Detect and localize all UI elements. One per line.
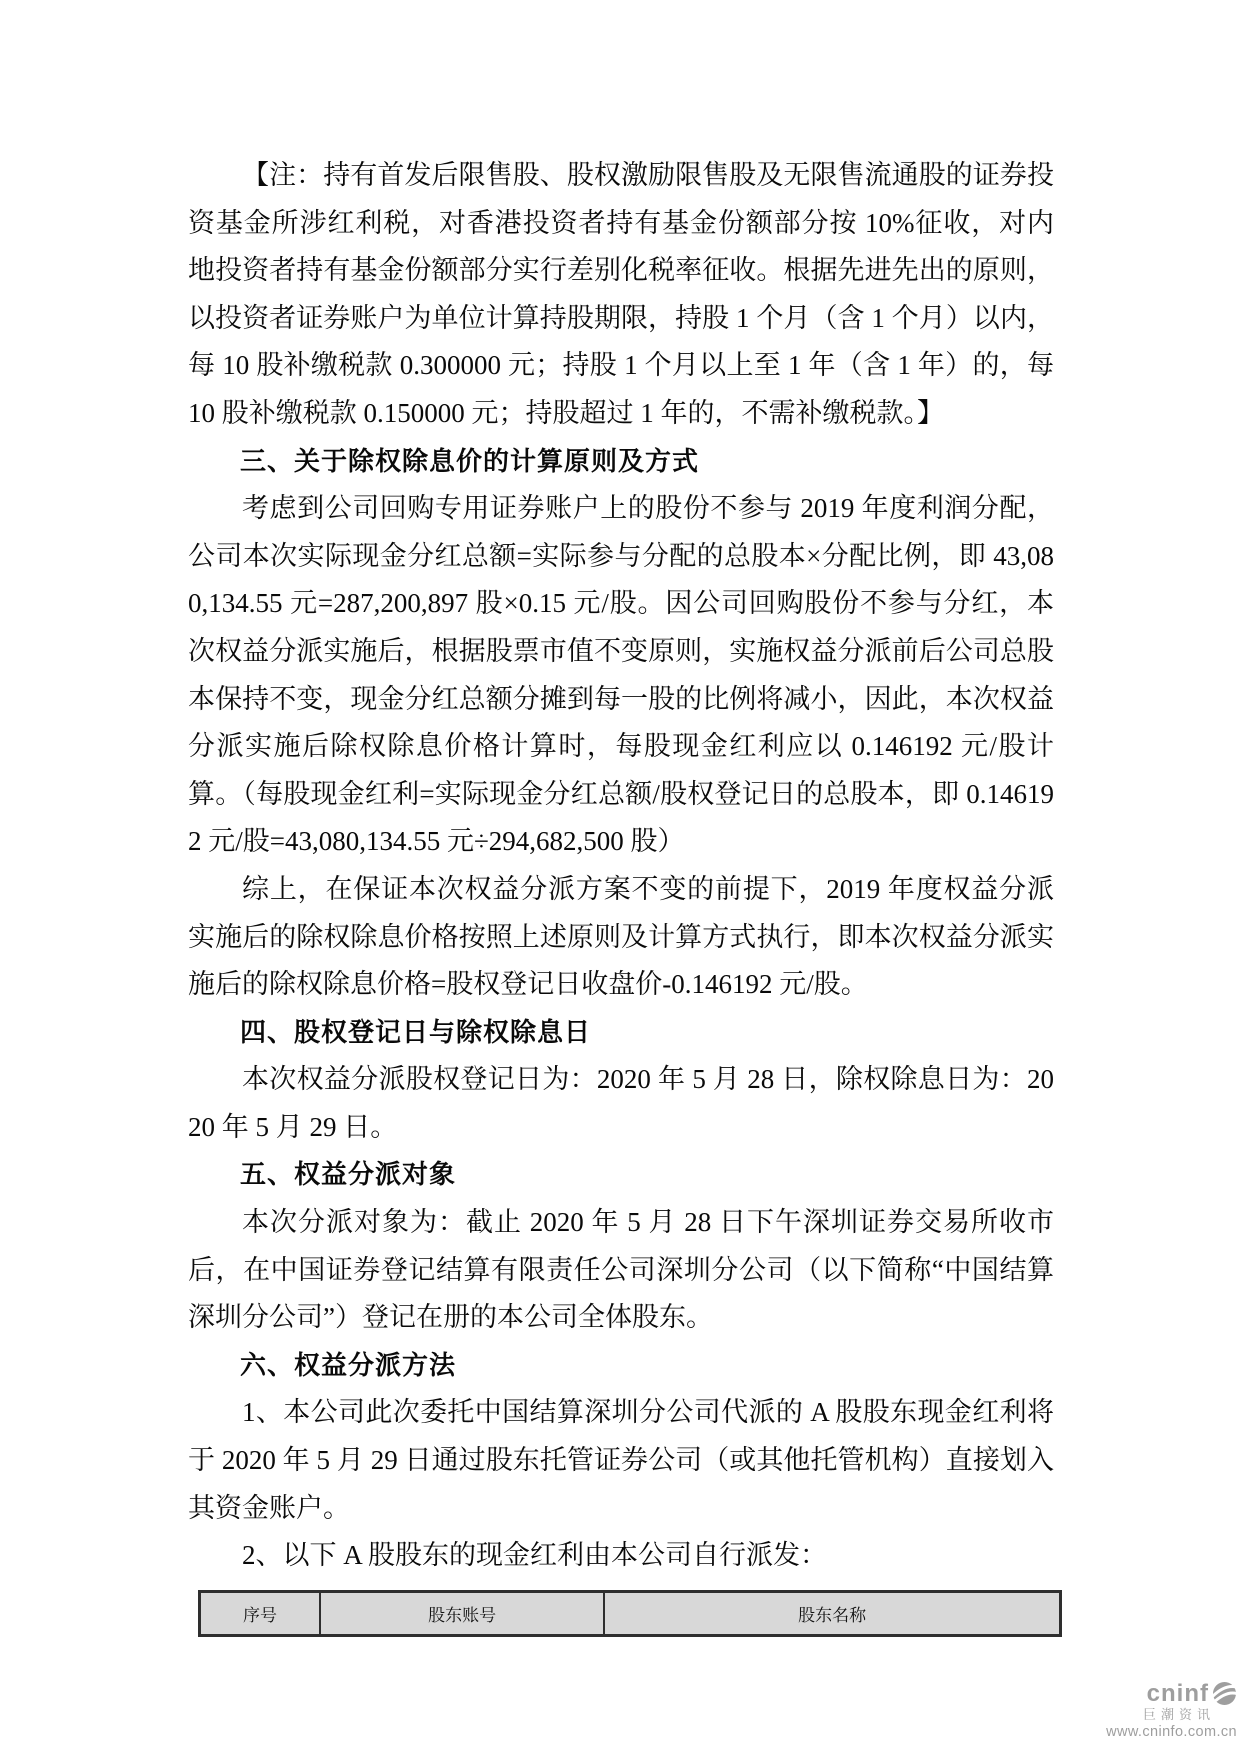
cninfo-logo [1106, 1681, 1237, 1706]
table-header-cell: 股东名称 [604, 1591, 1060, 1635]
cninfo-url: www.cninfo.com.cn [1106, 1723, 1237, 1740]
section-heading: 三、关于除权除息价的计算原则及方式 [240, 445, 700, 476]
paragraph: 1、本公司此次委托中国结算深圳分公司代派的 A 股股东现金红利将于 2020 年 5 月 29 日通过股东托管证券公司（或其他托管机构）直接划入其资金账户。 [188, 1397, 1054, 1523]
paragraph: 本次分派对象为：截止 2020 年 5 月 28 日下午深圳证券交易所收市后，在中国证券登记结算有限责任公司深圳分公司（以下简称“中国结算深圳分公司”）登记在册的本公司全体股东。 [188, 1207, 1054, 1333]
table-header-cell: 序号 [200, 1591, 321, 1635]
document-body [188, 152, 1054, 1637]
shareholder-table [198, 1590, 1062, 1637]
section-heading: 五、权益分派对象 [240, 1159, 457, 1190]
section-heading: 六、权益分派方法 [240, 1349, 457, 1380]
paragraph: 【注：持有首发后限售股、股权激励限售股及无限售流通股的证券投资基金所涉红利税，对香港投资者持有基金份额部分按 10%征收，对内地投资者持有基金份额部分实行差别化税率征收。根据先进先出的原则，以投资者证券账户为单位计算持股期限，持股 1 个月（含 1 个月）以内，每 10 股补缴税款 0.300000 元；持股 1 个月以上至 1 年（含 1 年）的，每 10 股补缴税款 0.150000 元；持股超过 1 年的，不需补缴税款。】 [188, 160, 1054, 428]
paragraph: 2、以下 A 股股东的现金红利由本公司自行派发： [242, 1540, 828, 1571]
cninfo-brand-text: cninf [1146, 1679, 1209, 1707]
paragraph: 本次权益分派股权登记日为：2020 年 5 月 28 日，除权除息日为：2020 年 5 月 29 日。 [188, 1064, 1054, 1142]
paragraph: 考虑到公司回购专用证券账户上的股份不参与 2019 年度利润分配，公司本次实际现金分红总额=实际参与分配的总股本×分配比例，即 43,080,134.55 元=287,200,897 股×0.15 元/股。因公司回购股份不参与分红，本次权益分派实施后，根据股票市值不变原则，实施权益分派前后公司总股本保持不变，现金分红总额分摊到每一股的比例将减小，因此，本次权益分派实施后除权除息价格计算时，每股现金红利应以 0.146192 元/股计算。（每股现金红利=实际现金分红总额/股权登记日的总股本，即 0.146192 元/股=43,080,134.55 元÷294,682,500 股） [188, 493, 1054, 857]
paragraph: 综上，在保证本次权益分派方案不变的前提下，2019 年度权益分派实施后的除权除息价格按照上述原则及计算方式执行，即本次权益分派实施后的除权除息价格=股权登记日收盘价-0.146192 元/股。 [188, 873, 1054, 1000]
cninfo-caption: 巨潮资讯 [1142, 1707, 1215, 1723]
table-header-row [200, 1591, 1061, 1635]
table-header-cell: 股东账号 [320, 1591, 604, 1635]
cninfo-globe-icon [1212, 1681, 1237, 1706]
cninfo-watermark [1106, 1681, 1237, 1741]
section-heading: 四、股权登记日与除权除息日 [240, 1016, 592, 1047]
